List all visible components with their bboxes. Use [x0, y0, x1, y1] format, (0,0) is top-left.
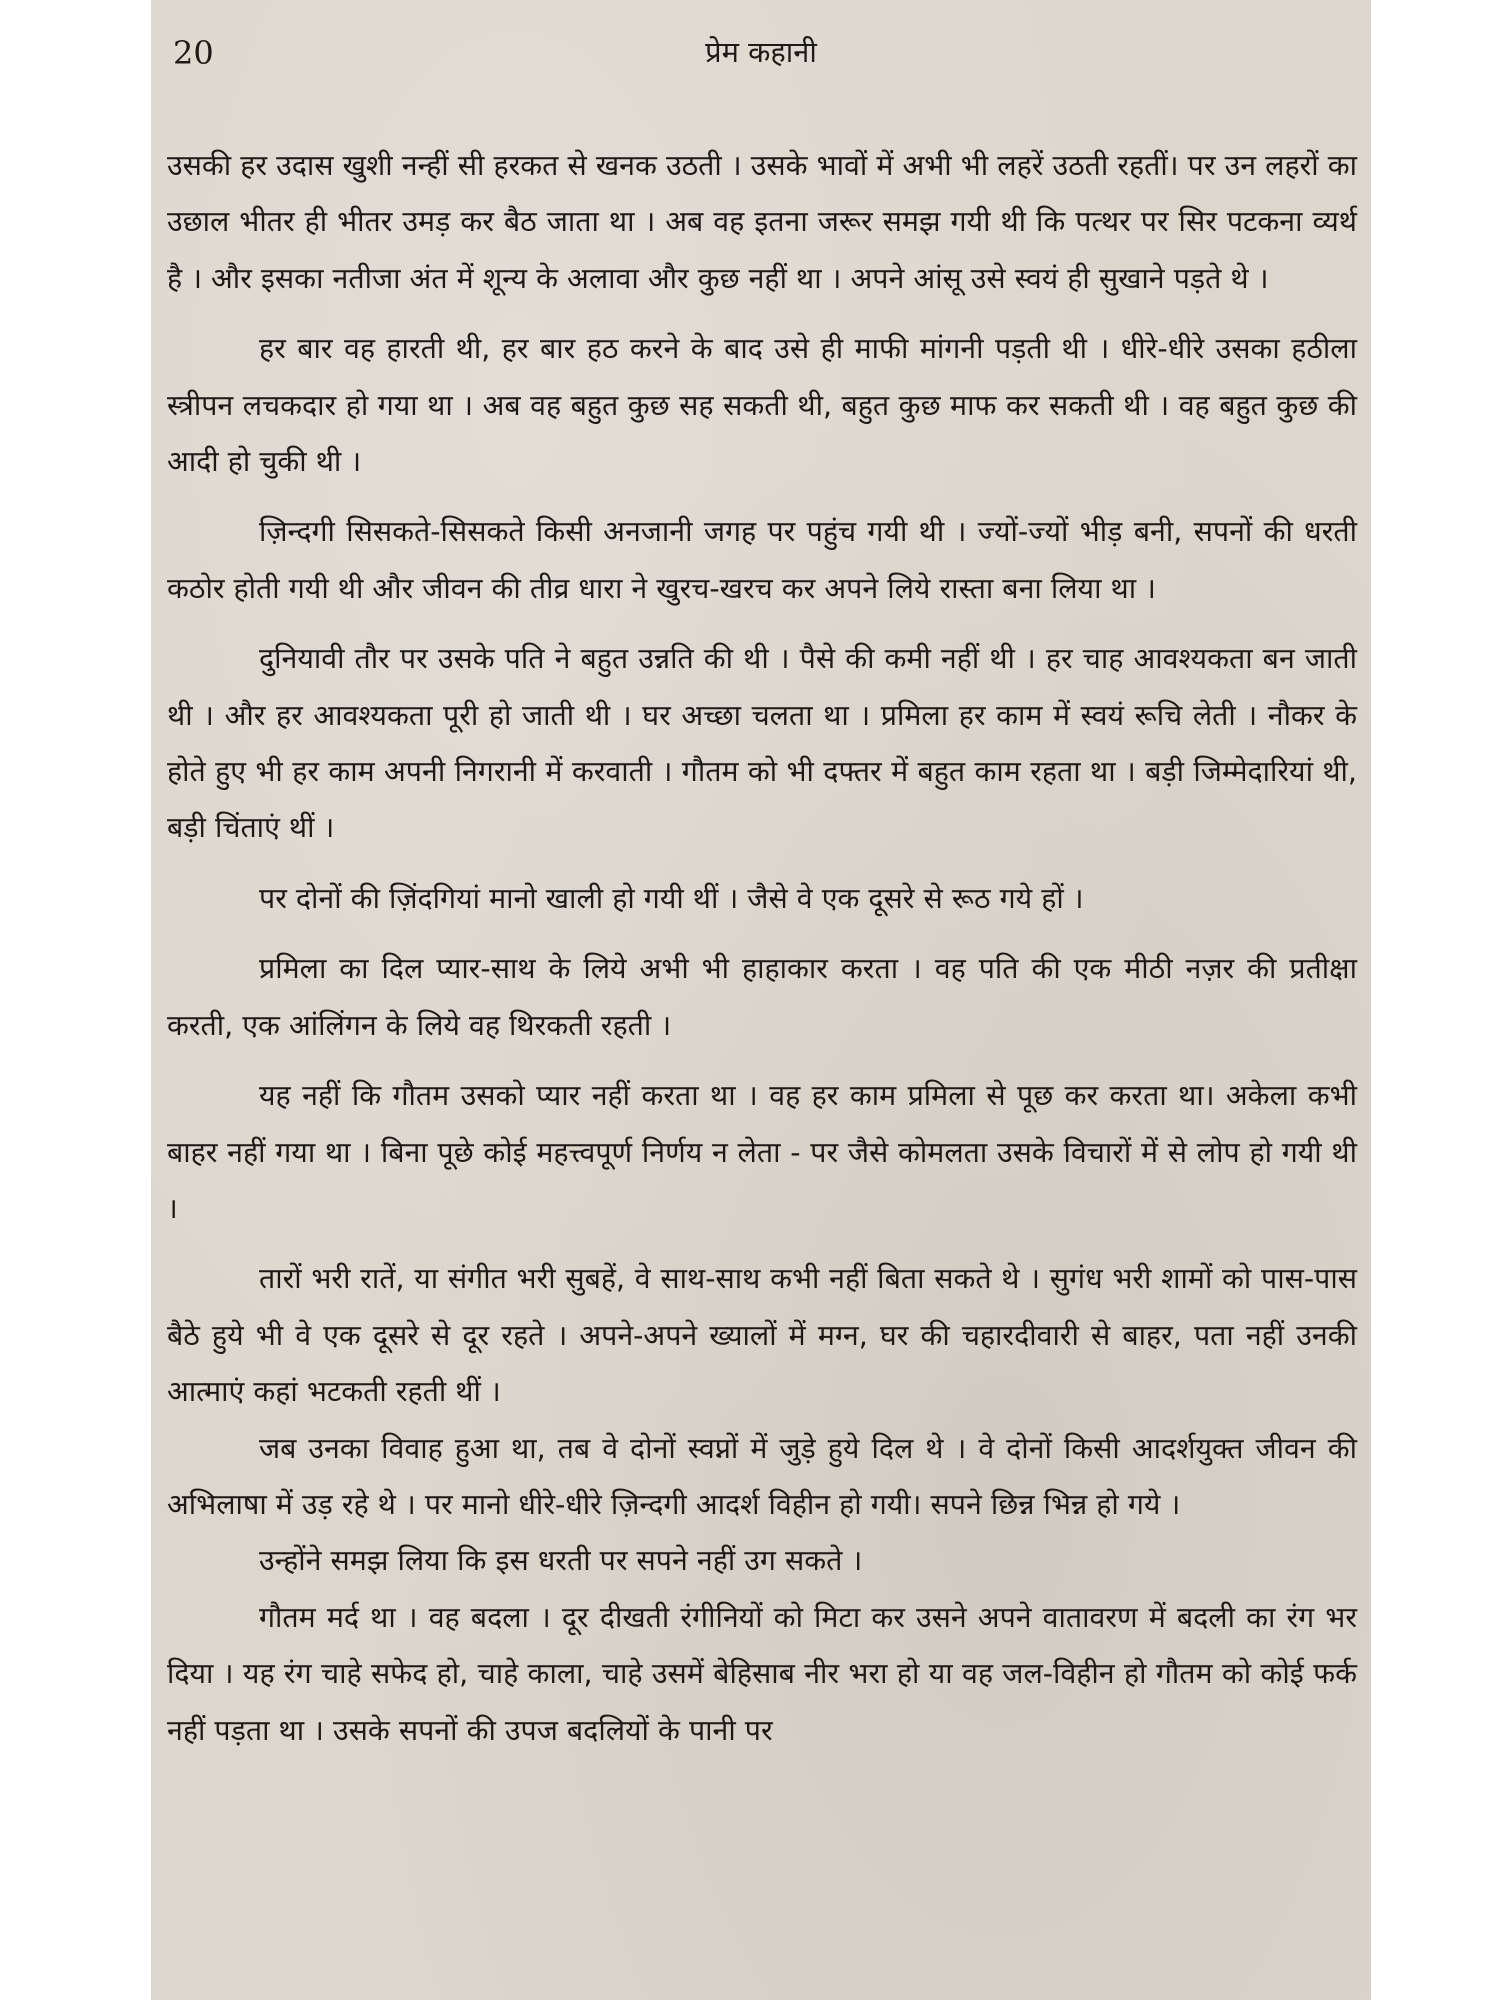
- paragraph-7: यह नहीं कि गौतम उसको प्यार नहीं करता था । वह हर काम प्रमिला से पूछ कर करता था। अकेला कभी बाहर नहीं गया था । बिना पूछे कोई महत्त्वपूर्ण निर्णय न लेता - पर जैसे कोमलता उसके विचारों में से लोप हो गयी थी ।: [167, 1079, 1357, 1225]
- paragraph-8: तारों भरी रातें, या संगीत भरी सुबहें, वे साथ-साथ कभी नहीं बिता सकते थे । सुगंध भरी शामों को पास-पास बैठे हुये भी वे एक दूसरे से दूर रहते । अपने-अपने ख्यालों में मग्न, घर की चहारदीवारी से बाहर, पता नहीं उनकी आत्माएं कहां भटकती रहती थीं ।: [167, 1262, 1357, 1409]
- book-page: [151, 0, 1371, 2000]
- paragraph-6: प्रमिला का दिल प्यार-साथ के लिये अभी भी हाहाकार करता । वह पति की एक मीठी नज़र की प्रतीक्षा करती, एक आंलिंगन के लिये वह थिरकती रहती ।: [167, 952, 1357, 1042]
- page-number: 20: [173, 34, 214, 72]
- paragraph-10: उन्होंने समझ लिया कि इस धरती पर सपने नहीं उग सकते ।: [259, 1544, 863, 1578]
- body-text: [167, 138, 1357, 1759]
- paragraph-1: उसकी हर उदास खुशी नन्हीं सी हरकत से खनक उठती । उसके भावों में अभी भी लहरें उठती रहतीं। पर उन लहरों का उछाल भीतर ही भीतर उमड़ कर बैठ जाता था । अब वह इतना जरूर समझ गयी थी कि पत्थर पर सिर पटकना व्यर्थ है । और इसका नतीजा अंत में शून्य के अलावा और कुछ नहीं था । अपने आंसू उसे स्वयं ही सुखाने पड़ते थे ।: [167, 149, 1357, 295]
- page-header: [151, 28, 1371, 84]
- paragraph-2: हर बार वह हारती थी, हर बार हठ करने के बाद उसे ही माफी मांगनी पड़ती थी । धीरे-धीरे उसका हठीला स्त्रीपन लचकदार हो गया था । अब वह बहुत कुछ सह सकती थी, बहुत कुछ माफ कर सकती थी । वह बहुत कुछ की आदी हो चुकी थी ।: [167, 332, 1357, 479]
- running-title: प्रेम कहानी: [705, 35, 817, 69]
- paragraph-4: दुनियावी तौर पर उसके पति ने बहुत उन्नति की थी । पैसे की कमी नहीं थी । हर चाह आवश्यकता बन जाती थी । और हर आवश्यकता पूरी हो जाती थी । घर अच्छा चलता था । प्रमिला हर काम में स्वयं रूचि लेती । नौकर के होते हुए भी हर काम अपनी निगरानी में करवाती । गौतम को भी दफ्तर में बहुत काम रहता था । बड़ी जिम्मेदारियां थी, बड़ी चिंताएं थीं ।: [167, 642, 1357, 845]
- paragraph-11: गौतम मर्द था । वह बदला । दूर दीखती रंगीनियों को मिटा कर उसने अपने वातावरण में बदली का रंग भर दिया । यह रंग चाहे सफेद हो, चाहे काला, चाहे उसमें बेहिसाब नीर भरा हो या वह जल-विहीन हो गौतम को कोई फर्क नहीं पड़ता था । उसके सपनों की उपज बदलियों के पानी पर: [167, 1600, 1357, 1747]
- paragraph-5: पर दोनों की ज़िंदगियां मानो खाली हो गयी थीं । जैसे वे एक दूसरे से रूठ गये हों ।: [259, 881, 1084, 915]
- paragraph-3: ज़िन्दगी सिसकते-सिसकते किसी अनजानी जगह पर पहुंच गयी थी । ज्यों-ज्यों भीड़ बनी, सपनों की धरती कठोर होती गयी थी और जीवन की तीव्र धारा ने खुरच-खरच कर अपने लिये रास्ता बना लिया था ।: [167, 515, 1357, 605]
- paragraph-9: जब उनका विवाह हुआ था, तब वे दोनों स्वप्नों में जुड़े हुये दिल थे । वे दोनों किसी आदर्शयुक्त जीवन की अभिलाषा में उड़ रहे थे । पर मानो धीरे-धीरे ज़िन्दगी आदर्श विहीन हो गयी। सपने छिन्न भिन्न हो गये ।: [167, 1431, 1357, 1521]
